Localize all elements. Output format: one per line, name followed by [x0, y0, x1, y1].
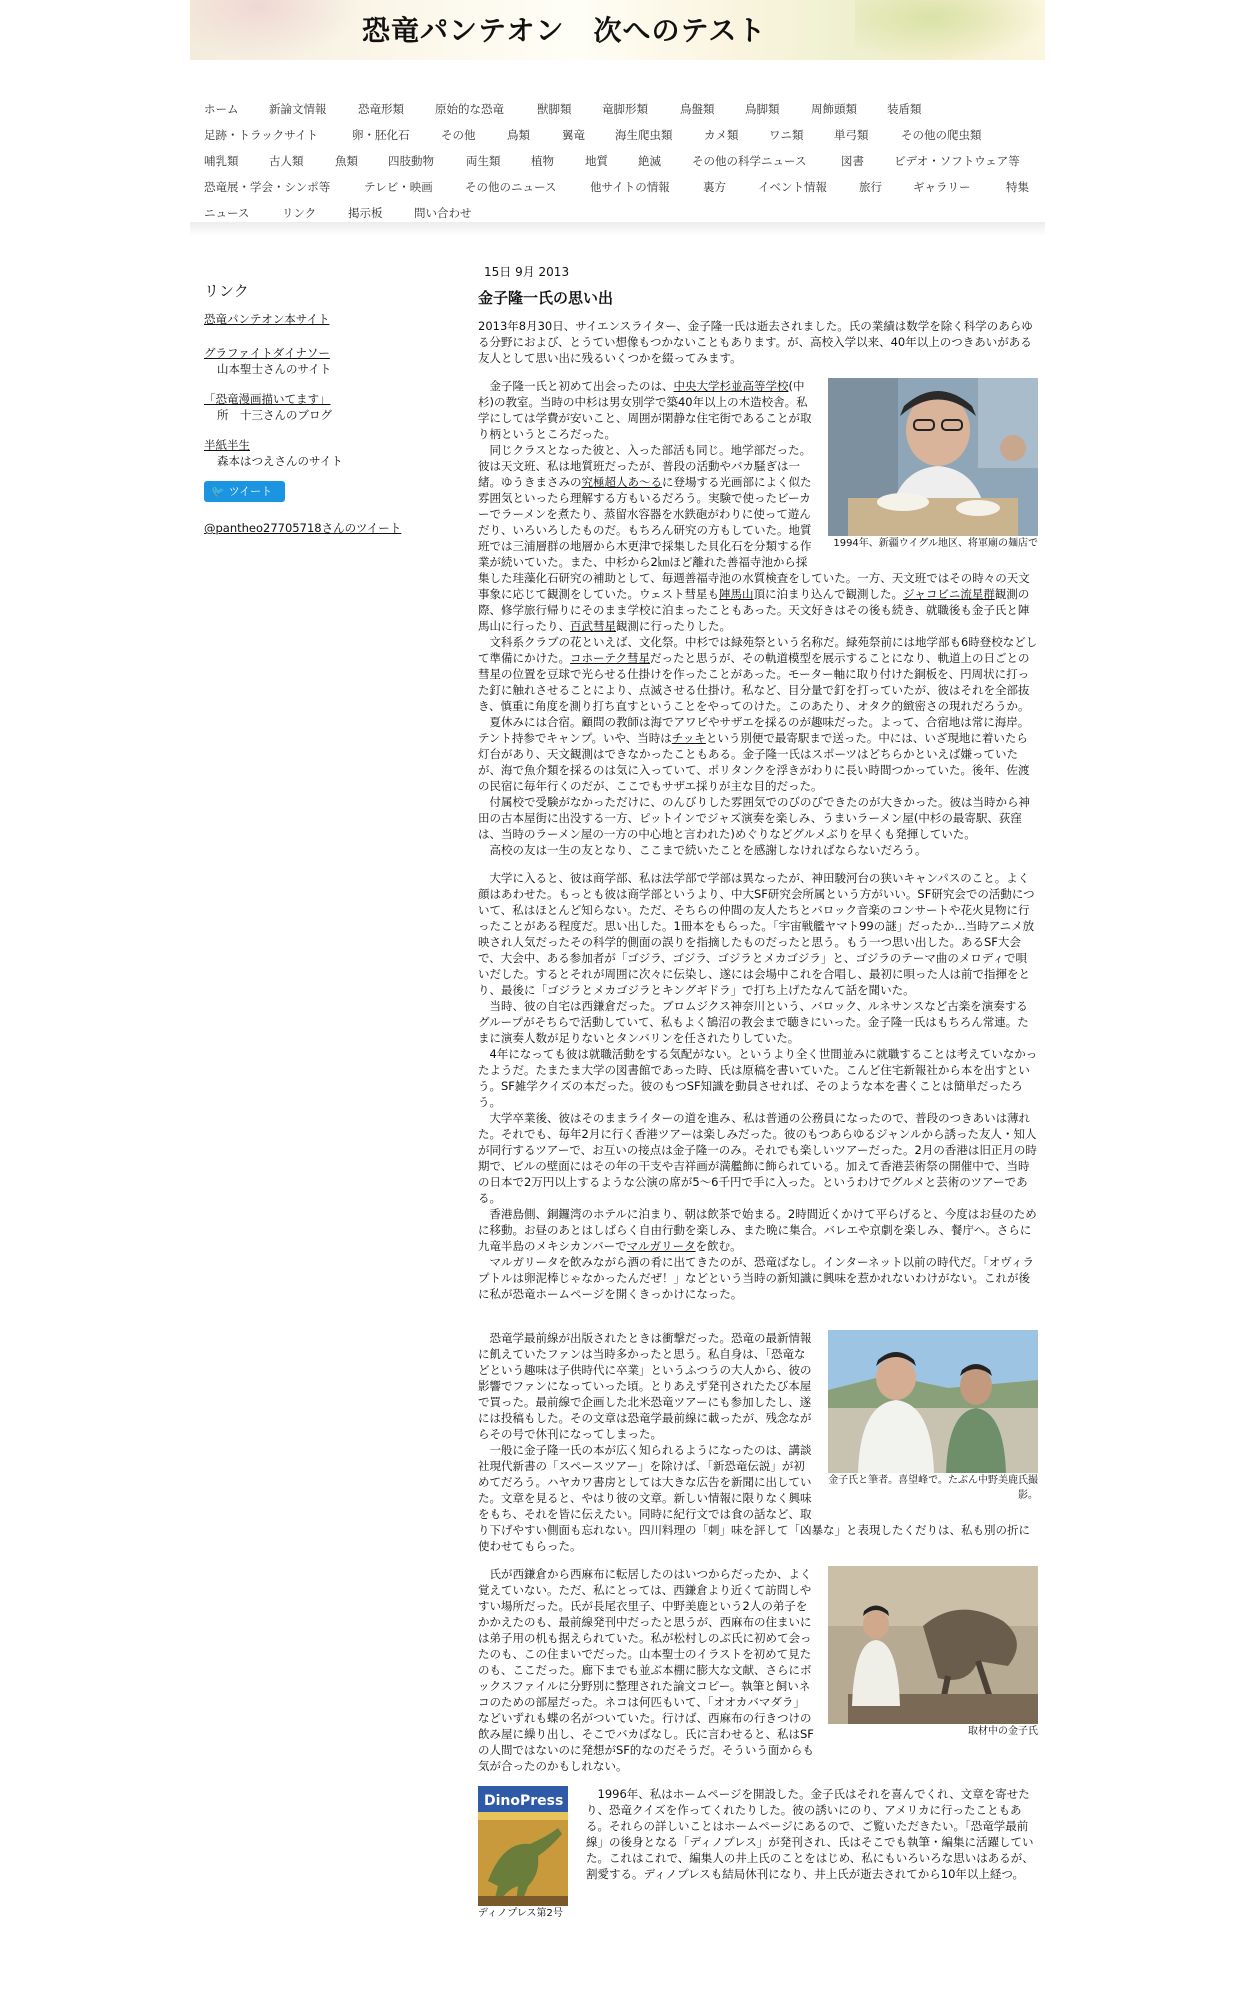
post-title[interactable]: 金子隆一氏の思い出 [478, 289, 614, 307]
link-jinba-san[interactable]: 陣馬山 [719, 587, 754, 601]
main-content [478, 264, 1038, 1925]
sidebar-link-desc: 森本はつえさんのサイト [217, 454, 343, 468]
nav-item[interactable]: 裏方 [703, 180, 726, 194]
paragraph: マルガリータを飲みながら酒の肴に出てきたのが、恐竜ばなし。インターネット以前の時代だ。「オヴィラプトルは卵泥棒じゃなかったんだぜ！」などという当時の新知識に興味を惹かれないわけがない。これが後に私が恐竜ホームページを開くきっかけになった。 [478, 1255, 1035, 1301]
nav-item[interactable]: 特集 [1006, 180, 1029, 194]
tweet-button[interactable] [204, 481, 285, 502]
paragraph: 当時、彼の自宅は西鎌倉だった。ブロムジクス神奈川という、バロック、ルネサンスなど古楽を演奏するグループがそちらで活動していて、私もよく鵠沼の教会まで聴きにいった。金子隆一氏はもちろん常連。たまに演奏人数が足りないとタンバリンを任されたりしていた。 [478, 999, 1029, 1045]
nav-item[interactable]: 鳥脚類 [745, 102, 780, 116]
nav-item[interactable]: その他の爬虫類 [901, 128, 982, 142]
dinopress-cover [478, 1786, 568, 1906]
photo-3 [828, 1566, 1038, 1739]
link-giacobini-meteor[interactable]: ジャコビニ流星群 [903, 587, 995, 601]
photo-2 [828, 1330, 1038, 1503]
nav-item[interactable]: 四肢動物 [388, 154, 434, 168]
sidebar-link-hanshi-hansei[interactable]: 半紙半生 [204, 438, 250, 452]
paragraph: 高校の友は一生の友となり、ここまで続いたことを感謝しなければならないだろう。 [489, 843, 927, 857]
nav-item[interactable]: 新論文情報 [269, 102, 327, 116]
main-nav [204, 98, 1044, 228]
photo-4-caption: ディノプレス第2号 [478, 1908, 563, 1919]
nav-item[interactable]: 翼竜 [562, 128, 585, 142]
nav-item[interactable]: リンク [282, 206, 317, 220]
nav-row-3 [204, 150, 1044, 176]
sidebar-link-main-site[interactable]: 恐竜パンテオン本サイト [204, 312, 330, 326]
link-kohoutek-comet[interactable]: コホーテク彗星 [570, 651, 651, 665]
sidebar-link-desc: 山本聖士さんのサイト [217, 362, 332, 376]
sidebar-link-manga-blog[interactable]: 「恐竜漫画描いてます」 [204, 392, 331, 406]
nav-item[interactable]: 周飾頭類 [811, 102, 857, 116]
paragraph: 大学卒業後、彼はそのままライターの道を進み、私は普通の公務員になったので、普段のつきあいは薄れた。それでも、毎年2月に行く香港ツアーは楽しみだった。彼のもつあらゆるジャンルから誘った友人・知人が同行するツアーで、お互いの接点は金子隆一のみ。それでも楽しいツアーだった。2月の香港は旧正月の時期で、ビルの壁面にはその年の干支や吉祥画が満艦飾に飾られている。加えて香港芸術祭の開催中で、当時の日本で2万円以上するような公演の席が5～6千円で手に入った。というわけでグルメと芸術のツアーである。 [478, 1111, 1037, 1205]
paragraph: 氏が西鎌倉から西麻布に転居したのはいつからだったか、よく覚えていない。ただ、私にとっては、西鎌倉より近くて訪問しやすい場所だった。氏が長尾衣里子、中野美鹿という2人の弟子をかかえたのも、最前線発刊中だったと思うが、西麻布の住まいには弟子用の机も据えられていた。私が松村しのぶ氏に初めて会ったのも、この住まいでだった。山本聖士のイラストを初めて見たのも、ここだった。廊下までも並ぶ本棚に膨大な文献、さらにボックスファイルに分野別に整理された論文コピー。執筆と飼いネコのための部屋だった。ネコは何匹もいて、「オオカバマダラ」などいずれも蝶の名がついていた。行けば、西麻布の行きつけの飲み屋に繰り出し、そこでバカばなし。氏に言わせると、私はSFの人間ではないのに発想がSF的なのだそうだ。そういう面からも気が合ったのかもしれない。 [478, 1567, 814, 1773]
photo-2-caption: 金子氏と筆者。喜望峰で。たぶん中野美鹿氏撮影。 [828, 1475, 1038, 1501]
paragraph: 一般に金子隆一氏の本が広く知られるようになったのは、講談社現代新書の「スペースツアー」を除けば、「新恐竜伝説」が初めてだろう。ハヤカワ書房としては大きな広告を新聞に出していた。文章を見ると、やはり彼の文章。新しい情報に限りなく興味をもち、それを皆に伝えたい。同時に紀行文では食の話など、取り下げやすい側面も忘れない。四川料理の「刺」味を評して「凶暴な」と表現したくだりは、私も別の折に使わせてもらった。 [478, 1443, 1030, 1553]
nav-item[interactable]: 旅行 [859, 180, 882, 194]
paragraph: 金子隆一氏と初めて出会ったのは、中央大学杉並高等学校(中杉)の教室。当時の中杉は男女別学で築40年以上の木造校舎。私学にしては学費が安いこと、周囲が閑静な住宅街であることが取り柄というところだった。 [478, 379, 812, 441]
paragraph: 夏休みには合宿。顧問の教師は海でアワビやサザエを採るのが趣味だった。よって、合宿地は常に海岸。テント持参でキャンプ。いや、当時はチッキという別便で最寄駅まで送った。中には、いざ現地に着いたら灯台があり、天文観測はできなかったこともある。金子隆一氏はスポーツはどちらかといえば嫌っていたが、海で魚介類を採るのは気に入っていて、ポリタンクを浮きがわりに長い時間つかっていた。後年、佐渡の民宿に毎年行くのだが、ここでもサザエ採りが主な目的だった。 [478, 715, 1030, 793]
twitter-timeline-link[interactable]: @pantheo27705718さんのツイート [204, 521, 402, 535]
sidebar-heading: リンク [204, 282, 249, 300]
nav-item[interactable]: 原始的な恐竜 [435, 102, 504, 116]
tweet-button-label: ツイート [228, 485, 273, 498]
noodle-shop-photo [828, 378, 1038, 536]
nav-item[interactable]: 哺乳類 [204, 154, 239, 168]
nav-item[interactable]: カメ類 [704, 128, 739, 142]
nav-shadow [190, 222, 1045, 236]
photo-1 [828, 378, 1038, 551]
twitter-bird-icon: 🐦 [211, 485, 225, 498]
nav-item[interactable]: 他サイトの情報 [590, 180, 670, 194]
photo-3-caption: 取材中の金子氏 [968, 1726, 1038, 1737]
paragraph: 香港島側、銅鑼湾のホテルに泊まり、朝は飲茶で始まる。2時間近くかけて平らげると、今度はお昼のために移動。お昼のあとはしばらく自由行動を楽しみ、また晩に集合。バレエや京劇を楽しみ、餐庁へ。さらに九竜半島のメキシカンバーでマルガリータを飲む。 [478, 1207, 1037, 1253]
nav-item[interactable]: 卵・胚化石 [352, 128, 410, 142]
link-r-manga[interactable]: 究極超人あ～る [581, 475, 662, 489]
link-chuo-suginami[interactable]: 中央大学杉並高等学校 [673, 379, 789, 393]
nav-item[interactable]: イベント情報 [758, 180, 827, 194]
nav-item[interactable]: その他のニュース [465, 180, 557, 194]
interview-photo [828, 1566, 1038, 1724]
nav-item[interactable]: テレビ・映画 [364, 180, 433, 194]
paragraph: 4年になっても彼は就職活動をする気配がない。というより全く世間並みに就職することは考えていなかったようだ。たまたま大学の図書館であった時、氏は原稿を書いていた。こんど住宅新報社から本を出すという。SF雑学クイズの本だった。彼のもつSF知識を動員させれば、そのような本を書くことは簡単だったろう。 [478, 1047, 1038, 1109]
nav-item[interactable]: ギャラリー [913, 180, 971, 194]
link-hyakutake-comet[interactable]: 百武彗星 [570, 619, 616, 633]
nav-item[interactable]: 問い合わせ [414, 206, 472, 220]
nav-item[interactable]: ビデオ・ソフトウェア等 [894, 154, 1020, 168]
nav-item[interactable]: 単弓類 [834, 128, 869, 142]
sidebar [204, 280, 434, 536]
sidebar-link-desc: 所 十三さんのブログ [217, 408, 332, 422]
nav-item[interactable]: 恐竜展・学会・シンポ等 [204, 180, 331, 194]
link-chikki[interactable]: チッキ [671, 731, 706, 745]
nav-item[interactable]: 竜脚形類 [602, 102, 648, 116]
paragraph: 同じクラスとなった彼と、入った部活も同じ。地学部だった。彼は天文班、私は地質班だったが、普段の活動やバカ騒ぎは一緒。ゆうきまさみの究極超人あ～るに登場する光画部によく似た雰囲気といったら理解する方もいるだろう。実験で使ったビーカーでラーメンを煮たり、蒸留水容器を水鉄砲がわりに使って遊んだり、いろいろしたものだ。もちろん研究の方もしていた。地質班では三浦層群の地層から木更津で採集した貝化石を分類する作業が続いていた。また、中杉から2㎞ほど離れた善福寺池から採集した珪藻化石研究の補助として、毎週善福寺池の水質検査をしていた。一方、天文班ではその時々の天文事象に応じて観測をしていた。ウェスト彗星も陣馬山頂に泊まり込んで観測した。ジャコビニ流星群観測の際、修学旅行帰りにそのまま学校に泊まったこともあった。天文好きはその後も続き、就職後も金子氏と陣馬山に行ったり、百武彗星観測に行ったりした。 [478, 443, 1030, 633]
paragraph: 1996年、私はホームページを開設した。金子氏はそれを喜んでくれ、文章を寄せたり、恐竜クイズを作ってくれたりした。彼の誘いにのり、アメリカに行ったこともある。それらの詳しいことはホームページにあるので、ご覧いただきたい。「恐竜学最前線」の後身となる「ディノプレス」が発刊され、氏はそこでも執筆・編集に活躍していた。これはこれで、編集人の井上氏のことをはじめ、私にもいろいろな思いはあるが、割愛する。ディノプレスも結局休刊になり、井上氏が逝去されてから10年以上経つ。 [586, 1787, 1034, 1881]
link-margarita[interactable]: マルガリータ [626, 1239, 696, 1253]
nav-item[interactable]: 絶滅 [638, 154, 661, 168]
nav-item[interactable]: ホーム [204, 102, 239, 116]
nav-item[interactable]: 掲示板 [348, 206, 383, 220]
photo-1-caption: 1994年、新疆ウイグル地区、将軍廟の麺店で [833, 538, 1038, 549]
nav-item[interactable]: 図書 [841, 154, 864, 168]
nav-item[interactable]: ワニ類 [769, 128, 804, 142]
paragraph: 文科系クラブの花といえば、文化祭。中杉では緑苑祭という名称だ。緑苑祭前には地学部も6時登校などして準備にかけた。コホーテク彗星だったと思うが、その軌道模型を展示することになり、軌道上の日ごとの彗星の位置を豆球で光らせる仕掛けを作ったことがあった。モーター軸に取り付けた銅板を、円周状に打った釘に触れさせることにより、点滅させる仕掛け。私など、目分量で釘を打っていたが、彼はそれを全部抜き、慎重に角度を測り打ち直すということをやってのけた。このあたり、オタク的緻密さの現れだろうか。 [478, 635, 1038, 713]
nav-item[interactable]: 地質 [585, 154, 608, 168]
nav-item[interactable]: その他 [441, 128, 476, 142]
sidebar-link-graphite-dinosaur[interactable]: グラファイトダイナソー [204, 346, 330, 360]
nav-item[interactable]: 両生類 [466, 154, 501, 168]
paragraph: 大学に入ると、彼は商学部、私は法学部で学部は異なったが、神田駿河台の狭いキャンパスのこと。よく顔はあわせた。もっとも彼は商学部というより、中大SF研究会所属という方がいい。SF研究会での活動について、私はほとんど知らない。ただ、そちらの仲間の友人たちとバロック音楽のコンサートや花火見物に行ったことがある程度だ。思い出した。1冊本をもらった。「宇宙戦艦ヤマト99の謎」だったか…当時アニメ放映され人気だったその科学的側面の誤りを指摘したものだったと思う。もう一つ思い出した。あるSF大会で、大会中、ある参加者が「ゴジラ、ゴジラ、ゴジラとメカゴジラ」と、ゴジラのテーマ曲のメロディで唄いだした。するとそれが周囲に次々に伝染し、遂には会場中これを合唱し、最初に唄った人は前で指揮をとり、最後に「ゴジラとメカゴジラとキングギドラ」で打ち上げたなんて話を聞いた。 [478, 871, 1035, 997]
nav-item[interactable]: 足跡・トラックサイト [204, 128, 318, 142]
paragraph: 付属校で受験がなかっただけに、のんびりした雰囲気でのびのびできたのが大きかった。彼は当時から神田の古本屋街に出没する一方、ピットインでジャズ演奏を楽しみ、うまいラーメン屋(中杉の最寄駅、荻窪は、当時のラーメン屋の一方の中心地と言われた)めぐりなどグルメぶりを早くも発揮していた。 [478, 795, 1030, 841]
nav-item[interactable]: その他の科学ニュース [692, 154, 807, 168]
dinopress-cover-title: DinoPress [484, 1793, 564, 1809]
nav-item[interactable]: 海生爬虫類 [615, 128, 673, 142]
cape-of-good-hope-photo [828, 1330, 1038, 1473]
photo-4 [478, 1786, 568, 1921]
site-title[interactable]: 恐竜パンテオン 次へのテスト [362, 14, 767, 47]
nav-item[interactable]: 恐竜形類 [358, 102, 404, 116]
post-intro: 2013年8月30日、サイエンスライター、金子隆一氏は逝去されました。氏の業績は数学を除く科学のあらゆる分野におよび、とうてい想像もつかないこともあります。が、高校入学以来、40年以上のつきあいがある友人として思い出に残るいくつかを綴ってみます。 [478, 319, 1033, 365]
paragraph: 恐竜学最前線が出版されたときは衝撃だった。恐竜の最新情報に飢えていたファンは当時多かったと思う。私自身は、「恐竜などという趣味は子供時代に卒業」というふつうの大人から、彼の影響でファンになっていった頃。とりあえず発刊されたたび本屋で買った。最前線で企画した北米恐竜ツアーにも参加したし、遂には投稿もした。その文章は恐竜学最前線に載ったが、残念ながらその号で休刊になってしまった。 [478, 1331, 812, 1441]
nav-item[interactable]: 植物 [531, 154, 554, 168]
nav-row-1 [204, 98, 1044, 124]
post-date: 15日 9月 2013 [484, 265, 570, 279]
nav-row-2 [204, 124, 1044, 150]
nav-item[interactable]: 古人類 [269, 154, 304, 168]
nav-item[interactable]: 装盾類 [887, 102, 922, 116]
nav-row-4 [204, 176, 1044, 202]
nav-item[interactable]: 鳥盤類 [680, 102, 715, 116]
nav-item[interactable]: 鳥類 [507, 128, 530, 142]
nav-item[interactable]: ニュース [204, 206, 250, 220]
nav-item[interactable]: 獣脚類 [537, 102, 572, 116]
nav-item[interactable]: 魚類 [335, 154, 358, 168]
